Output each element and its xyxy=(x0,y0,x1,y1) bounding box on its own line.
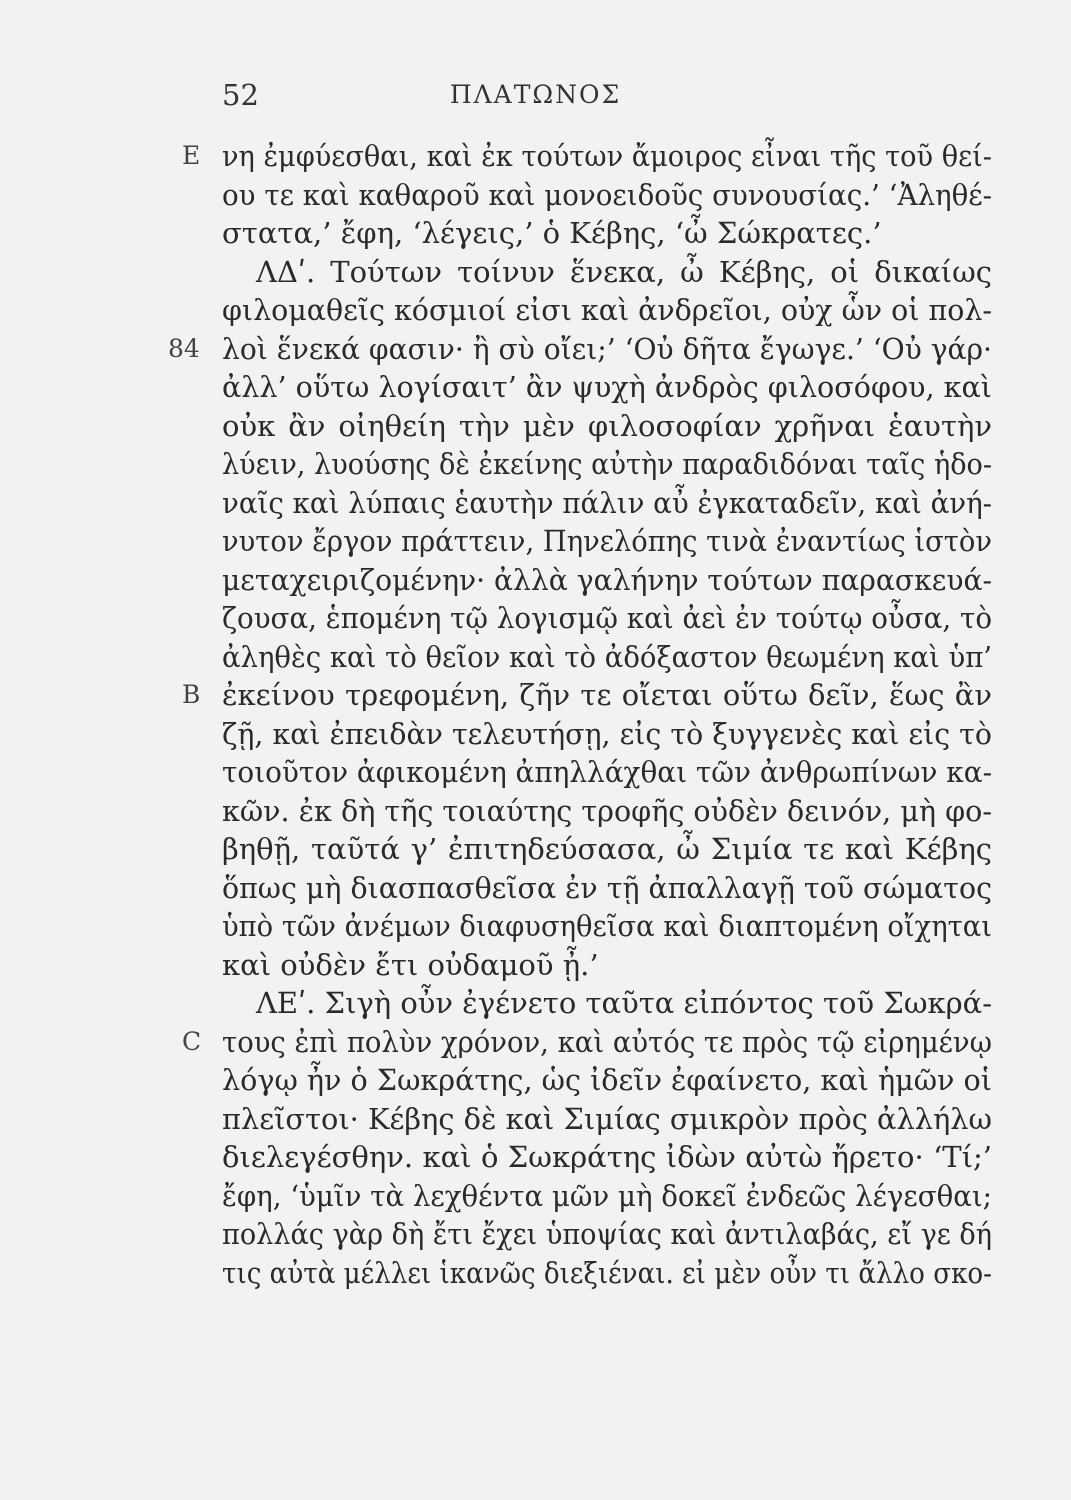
text-line xyxy=(222,1100,992,1139)
line-text: μεταχειριζομένην· ἀλλὰ γαλήνην τούτων παρασκευά- xyxy=(222,562,992,597)
line-text: νυτον ἔργον πράττειν, Πηνελόπης τινὰ ἐναντίως ἱστὸν xyxy=(222,524,992,558)
text-line xyxy=(222,907,992,946)
line-text: πολλάς γὰρ δὴ ἔτι ἔχει ὑποψίας καὶ ἀντιλαβάς, εἴ γε δή xyxy=(222,1217,992,1251)
line-text: ἐκείνου τρεφομένη, ζῆν τε οἴεται οὕτω δεῖν, ἕως ἂν xyxy=(222,678,992,712)
line-text: διελεγέσθην. καὶ ὁ Σωκράτης ἰδὼν αὐτὼ ἤρετο· ‘Τί;’ xyxy=(222,1140,992,1174)
text-line xyxy=(222,638,992,677)
text-line xyxy=(222,445,992,484)
text-line xyxy=(222,522,992,561)
line-text: τοιοῦτον ἀφικομένη ἀπηλλάχθαι τῶν ἀνθρωπίνων κα- xyxy=(222,755,992,789)
text-line xyxy=(222,1138,992,1177)
text-line xyxy=(222,869,992,908)
text-line xyxy=(222,214,992,253)
text-line xyxy=(182,137,992,176)
text-line xyxy=(222,599,992,638)
line-text: οὐκ ἂν οἰηθείη τὴν μὲν φιλοσοφίαν χρῆναι ἑαυτὴν xyxy=(222,408,992,443)
line-text: λοὶ ἕνεκά φασιν· ἢ σὺ οἴει;’ ‘Οὐ δῆτα ἔγωγε.’ ‘Οὐ γάρ· xyxy=(222,331,992,366)
text-line xyxy=(222,1254,992,1293)
line-text: ΛΔʹ. Τούτων τοίνυν ἕνεκα, ὦ Κέβης, οἱ δικαίως xyxy=(256,254,992,289)
margin-reference: B xyxy=(182,680,201,709)
text-line xyxy=(222,1061,992,1100)
line-text: ἀλλ’ οὕτω λογίσαιτ’ ἂν ψυχὴ ἀνδρὸς φιλοσόφου, καὶ xyxy=(222,370,992,404)
text-line xyxy=(222,176,992,215)
line-text: ἀληθὲς καὶ τὸ θεῖον καὶ τὸ ἀδόξαστον θεωμένη καὶ ὑπ’ xyxy=(222,639,992,674)
line-text: ὑπὸ τῶν ἀνέμων διαφυσηθεῖσα καὶ διαπτομένη οἴχηται xyxy=(222,909,992,943)
line-text: τους ἐπὶ πολὺν χρόνον, καὶ αὐτός τε πρὸς τῷ εἰρημένῳ xyxy=(222,1024,992,1059)
line-text: ου τε καὶ καθαροῦ καὶ μονοειδοῦς συνουσίας.’ ‘Ἀληθέ- xyxy=(222,177,992,212)
running-head: ΠΛΑΤΩΝΟΣ xyxy=(449,80,622,109)
margin-reference: E xyxy=(182,141,201,170)
line-text: βηθῇ, ταῦτά γ’ ἐπιτηδεύσασα, ὦ Σιμία τε καὶ Κέβης xyxy=(222,832,992,866)
text-line xyxy=(222,792,992,831)
text-line xyxy=(222,830,992,869)
text-line xyxy=(222,984,992,1023)
text-line xyxy=(222,368,992,407)
line-text: στατα,’ ἔφη, ‘λέγεις,’ ὁ Κέβης, ‘ὦ Σώκρατες.’ xyxy=(222,216,882,250)
text-line xyxy=(168,330,992,369)
line-text: ΛΕʹ. Σιγὴ οὖν ἐγένετο ταῦτα εἰπόντος τοῦ Σωκρά- xyxy=(256,986,992,1020)
line-text: νη ἐμφύεσθαι, καὶ ἐκ τούτων ἄμοιρος εἶναι τῆς τοῦ θεί- xyxy=(222,139,992,173)
line-text: λόγῳ ἦν ὁ Σωκράτης, ὡς ἰδεῖν ἐφαίνετο, καὶ ἡμῶν οἱ xyxy=(222,1063,992,1097)
text-line xyxy=(222,1177,992,1216)
text-line xyxy=(182,1023,992,1062)
text-line xyxy=(222,946,992,985)
margin-reference: 84 xyxy=(168,333,200,363)
margin-reference: C xyxy=(182,1026,202,1056)
text-line xyxy=(222,715,992,754)
text-line xyxy=(222,1215,992,1254)
text-line xyxy=(222,407,992,446)
text-line xyxy=(222,291,992,330)
line-text: ναῖς καὶ λύπαις ἑαυτὴν πάλιν αὖ ἐγκαταδεῖν, καὶ ἀνή- xyxy=(222,485,992,520)
page-header xyxy=(0,78,1071,118)
line-text: καὶ οὐδὲν ἔτι οὐδαμοῦ ᾖ.’ xyxy=(222,947,599,982)
body-text xyxy=(168,137,992,1292)
text-line xyxy=(222,753,992,792)
line-text: ζουσα, ἑπομένη τῷ λογισμῷ καὶ ἀεὶ ἐν τούτῳ οὖσα, τὸ xyxy=(222,601,992,635)
text-line xyxy=(182,676,992,715)
line-text: λύειν, λυούσης δὲ ἐκείνης αὐτὴν παραδιδόναι ταῖς ἡδο- xyxy=(222,447,992,481)
line-text: ἔφη, ‘ὑμῖν τὰ λεχθέντα μῶν μὴ δοκεῖ ἐνδεῶς λέγεσθαι; xyxy=(222,1178,992,1213)
line-text: κῶν. ἐκ δὴ τῆς τοιαύτης τροφῆς οὐδὲν δεινόν, μὴ φο- xyxy=(222,793,992,828)
text-line xyxy=(222,561,992,600)
line-text: φιλομαθεῖς κόσμιοί εἰσι καὶ ἀνδρεῖοι, οὐχ ὧν οἱ πολ- xyxy=(222,293,992,327)
line-text: πλεῖστοι· Κέβης δὲ καὶ Σιμίας σμικρὸν πρὸς ἀλλήλω xyxy=(222,1101,992,1136)
page-number: 52 xyxy=(222,78,259,112)
text-line xyxy=(222,253,992,292)
line-text: τις αὐτὰ μέλλει ἱκανῶς διεξιέναι. εἰ μὲν οὖν τι ἄλλο σκο- xyxy=(222,1255,992,1290)
line-text: ὅπως μὴ διασπασθεῖσα ἐν τῇ ἀπαλλαγῇ τοῦ σώματος xyxy=(222,870,992,905)
text-line xyxy=(222,484,992,523)
line-text: ζῇ, καὶ ἐπειδὰν τελευτήσῃ, εἰς τὸ ξυγγενὲς καὶ εἰς τὸ xyxy=(222,716,992,751)
